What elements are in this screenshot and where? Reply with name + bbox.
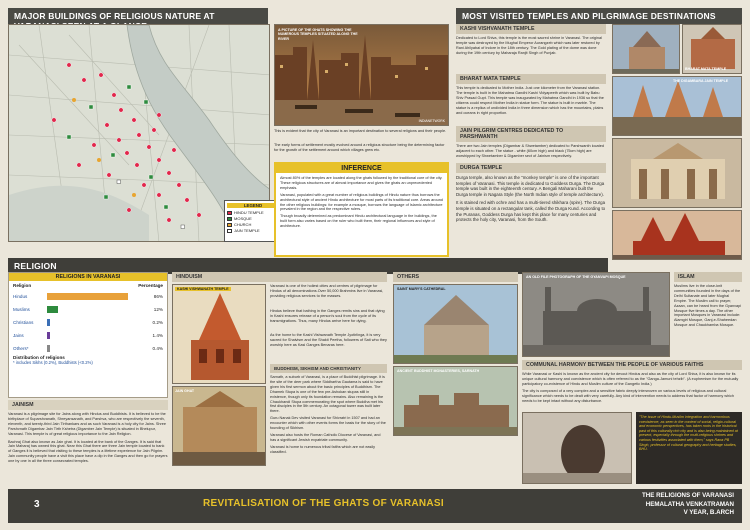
prayer-photo (522, 412, 632, 484)
kashi-vishwanath-label: KASHI VISHWANATH TEMPLE (177, 287, 229, 291)
durga-temple-section (456, 163, 606, 223)
communal-title: COMMUNAL HARMONY BETWEEN THE PEOPLE OF VARIOUS FAITHS (522, 360, 742, 370)
temple-photo-svg (173, 387, 266, 466)
digambara-jain-photo (612, 76, 742, 136)
buddhism-paragraph-4: Varanasi is home to numerous tribal faiths which are not easily classified. (270, 444, 376, 454)
religion-bar-track (47, 319, 141, 326)
jain-pilgrim-title: JAIN PILGRIM CENTRES DEDICATED TO PARSHWANTH (456, 126, 606, 142)
temple-photo-svg (173, 285, 266, 384)
religions-table-title: RELIGIONS IN VARANASI (9, 273, 167, 281)
religion-name: Jains (13, 333, 24, 338)
legend-label: MOSQUE (234, 216, 252, 221)
jain-temple-photo (612, 138, 742, 208)
legend-item (227, 228, 279, 234)
bharat-mata-photo-a (612, 24, 680, 74)
religion-rows (9, 290, 167, 355)
legend-title: LEGEND (227, 203, 279, 208)
religion-header: RELIGION (8, 258, 608, 274)
gyanvapi-old-photo (522, 272, 670, 357)
religion-name: Others* (13, 346, 29, 351)
religion-bar-track (47, 306, 141, 313)
jainism-paragraph-2: Bachraj Ghat also known as Jain ghat. It is located at the bank of the Ganges. It is said that Jain Maharaj has owned this ghat. Near this Ghat there are three Jain temple located to bank of Ganges it is believed that visiting to these temples is a lifetime experience for Jain Pilgrim. Jain community people have a visit this place have a dip in the Ganges and then go for prayers one by one in all the three consecrated temples. (8, 439, 168, 464)
most-visited-header: MOST VISITED TEMPLES AND PILGRIMAGE DESTINATIONS (456, 8, 742, 24)
hinduism-paragraph-2: Hindus believe that bathing in the Ganges remits sins and that dying in Kashi ensures release of a person's soul from the cycle of its transmigrations. Thus, many Hindus arrive here for dying. (270, 309, 385, 323)
kashi-vishwanath-photo (172, 284, 266, 384)
mosque-photo-svg (523, 273, 670, 357)
communal-section (522, 360, 742, 403)
communal-paragraph-2: The city is composed of a very complex and a sensitive fabric deeply interwoven on various levels of religious and cultural significance which needs to be dealt with very carefully. Any kind of intervention needs to address that factor of harmony which needs to be kept intact without any disturbance. (522, 388, 735, 403)
others-section (393, 272, 518, 282)
map-paragraph-1: This is evident that the city of Varanasi is an important destination to several religions and their people. (274, 129, 447, 133)
buddhism-paragraph-2: Guru Nanak Dev visited Varanasi for Shivratri in 1507 and had an encounter which with other events forms the basis for the story of the founding of Sikhism. (270, 416, 386, 431)
religion-percentage: 0.4% (152, 346, 163, 351)
bharat-mata-photo-b (682, 24, 742, 74)
footer-line-1: THE RELIGIONS OF VARANASI (641, 492, 734, 499)
religion-row (9, 316, 167, 329)
religion-name: Muslims (13, 307, 30, 312)
major-buildings-header: MAJOR BUILDINGS OF RELIGIOUS NATURE AT (8, 8, 268, 34)
religions-table-header (9, 281, 167, 290)
st-mary-photo (393, 284, 518, 364)
religion-row (9, 329, 167, 342)
temple-photo-svg (394, 367, 518, 436)
religion-bar (47, 319, 50, 326)
bharat-mata-title: BHARAT MATA TEMPLE (456, 74, 606, 84)
religion-row (9, 303, 167, 316)
inference-box (274, 162, 449, 257)
footer-title: REVITALISATION OF THE GHATS OF VARANASI (203, 498, 444, 509)
map-paragraph-2: The early forms of settlement mostly evolved around a religious structure being the determining factor for the growth of the settlement around which villages grew etc. (274, 143, 445, 152)
jain-pilgrim-text: There are two Jain temples (Digambar & Shwetamber) dedicated to Parshwanth located adjacent to each other. The statue - white (60cm high) and black (75cm high) are worshipped by Shwetamber & Digamber sect of Jainism respectively. (456, 144, 604, 158)
page-number: 3 (34, 499, 40, 510)
ghats-photo-caption: A PICTURE OF THE GHATS SHOWING THE NUMEROUS TEMPLES SITUATED ALONG THE RIVER (278, 28, 358, 41)
footer-bar (8, 489, 742, 523)
religion-col-header: Religion (13, 283, 32, 288)
religion-bar (47, 332, 50, 339)
hinduism-paragraph-1: Varanasi is one of the holiest cities and centres of pilgrimage for Hindus of all denominations.Over 50,000 Brahmins live in Varanasi, providing religious services to the masses. (270, 284, 384, 298)
religion-percentage: 86% (153, 294, 163, 299)
temple-photo-svg (613, 77, 742, 136)
temple-photo-svg (613, 139, 742, 208)
buddhist-label: ANCIENT BUDDHIST MONASTERIES, SARNATH (397, 369, 480, 373)
legend-label: JAIN TEMPLE (234, 228, 260, 233)
islam-title: ISLAM (674, 272, 742, 282)
jain-ghat-photo (172, 386, 266, 466)
jainism-section (8, 400, 168, 464)
legend-label: CHURCH (234, 222, 252, 227)
quote-text: "The issue of Hindu-Muslim integration and harmonious coexistence, as seen in the context of social, religio-cultural and economic perspectives, has taken roots in the historical past of this culturally rich city and is also being maintained at present, especially through the multi-religious shrines and various festivities associated with them," says Rana PB Singh, professor of cultural geography and heritage studies, BHU. (639, 415, 738, 452)
religion-bar (47, 345, 50, 352)
durga-temple-title: DURGA TEMPLE (456, 163, 606, 173)
kashi-vishvanath-text: Dedicated to Lord Shiva, this temple is the most sacred shrine in Varanasi. The original temple was destroyed by the Mughal Emperor Aurangzeb which was later restored by Rani Ahilyabai of Indore in the 18th century. The Gold plating of the dome was done during the 19th century by Maharaja Ranjit Singh of Punjab. (456, 36, 602, 55)
legend-swatch (227, 217, 232, 221)
inference-paragraph-1: Almost 80% of the temples are located along the ghats followed by the traditional core of the city. These religious structures are of almost importance and gives the ghats an unprecedented emphasis. (280, 176, 443, 190)
temple-photo-svg (613, 211, 742, 260)
religion-bar-track (47, 293, 141, 300)
temple-photo-svg (394, 285, 518, 364)
digambara-label: THE DIGAMBARA JAIN TEMPLE (673, 79, 729, 83)
religions-table (8, 272, 168, 398)
durga-temple-photo (612, 210, 742, 260)
religion-bar-track (47, 332, 141, 339)
religion-row (9, 290, 167, 303)
religion-bar (47, 293, 128, 300)
others-title: OTHERS (393, 272, 518, 282)
hinduism-paragraph-3: As the home to the Kashi Vishwanath Temple Jyotirlinga, it is very sacred for Shaivism and the Shakti Peetha, followers of Sati who they worship here as Kasi Ganges Benaras here. (270, 333, 387, 347)
st-mary-label: SAINT MARY'S CATHEDRAL (397, 287, 446, 291)
religion-bar (47, 306, 58, 313)
footer-line-3: V YEAR, B.ARCH (683, 509, 734, 517)
bharat-mata-section (456, 74, 606, 115)
ghats-photo-credit: INDIANETWORK (418, 119, 445, 123)
buddhism-section (270, 364, 387, 455)
buddhism-paragraph-3: Varanasi also hosts the Roman Catholic Diocese of Varanasi, and has a significant Jewish expatriate community. (270, 432, 381, 442)
jain-ghat-label: JAIN GHAT (175, 389, 195, 393)
islam-text: Muslims live in the close-knit communities founded in the days of the Delhi Sultanate and later Mughal Empire. The Muslim call to prayer, Azaan, can be heard from the Gyanvapi Mosque five times a day. The other important Mosques in Varanasi include: Alamgiri Mosque, Ganj-e-Shaheedan Mosque and Chaukhamba Mosque. (674, 284, 742, 328)
distribution-footnote: * includes Sikhs (0.2%), Buddhists (<0.2%) (13, 360, 93, 365)
religion-bar-track (47, 345, 141, 352)
kashi-vishvanath-section (456, 24, 606, 56)
communal-paragraph-1: While Varanasi or Kashi is known as the ancient city for devout Hindus and also as the city of Lord Shiva, it is also known for its unique cultural harmony and coexistence which is often referred to as the "Ganga-Jamuni tehzib". (A euphemism for the mutually participatory co-existence of Hindu and Muslim culture of the Gangetic India.) (522, 372, 739, 386)
religion-name: Christians (13, 320, 34, 325)
legend-swatch (227, 211, 232, 215)
bharat-mata-label: BHARAT MATA TEMPLE (685, 67, 727, 71)
buddhism-paragraph-1: Sarnath, a suburb of Varanasi, is a place of Buddhist pilgrimage. It is the site of the deer park where Siddhartha Gautama is said to have given his first sermon about the basic principles of Buddhism. The Dhamek Stupa is one of the few pre-Ashokan stupas still in existence, though only its foundation remains. Also remaining is the Chaukhandi Stupa commemorating the spot where Buddha met his first disciples in the 5th century. An octagonal tower was built later there. (270, 375, 385, 414)
religion-name: Hindus (13, 294, 28, 299)
religion-percentage: 0.2% (152, 320, 163, 325)
inference-paragraph-2: Varanasi, populated with a great number of religious buildings of Hindu nature thus borrows the architectural style of ancient Hindu architecture for most parts of its traditional core. Areas around the other religious buildings: for example a mosque, borrows the language of Islamic architecture prevalent in the region and the respective rulers. (280, 192, 443, 212)
temple-photo-svg (613, 25, 680, 74)
hinduism-section (172, 272, 387, 282)
legend-label: HINDU TEMPLE (234, 210, 264, 215)
distribution-title: Distribution of religions (13, 355, 65, 360)
inference-title: INFERENCE (276, 164, 447, 173)
ghats-photo (274, 24, 449, 126)
jainism-title: JAINISM (8, 400, 168, 410)
buddhism-title: BUDDHISM, SIKHISM AND CHRISTIANITY (270, 364, 387, 373)
durga-temple-text-2: It is stained red with ochre and has a multi-tiered shikhara (spire). The Durga temple is situated on a rectangular tank, called the Durga Kund. According to the Puranas, Goddess Durga has kept this place for many centuries and protects the holy city, Varanasi, from the South. (456, 200, 606, 223)
percentage-col-header: Percentage (138, 283, 163, 288)
religion-row (9, 342, 167, 355)
jainism-paragraph-1: Varanasi is a pilgrimage site for Jains along with Hindus and Buddhists. It is believed to be the birthplace of Suparshvanath, Shreyansanath, and Parshva, who are respectively the seventh, eleventh, and twenty-third Jain Tirthankars and as such Varanasi is a holy city for Jains. Shree Parshvnath Digambar Jain Tirth Kshetra (Digamber Jain Temple) is situated in Bhelupur, Varanasi. This temple is of great religious importance to the Jain Religion. (8, 412, 167, 436)
inference-paragraph-3: Though broadly determined as predominant Hindu architectural language in the buildings, the built form also varies based on the ruler who built them, their regional influences and style of architecture. (280, 214, 437, 229)
religion-percentage: 12% (153, 307, 163, 312)
legend-items (227, 210, 279, 234)
durga-temple-text: Durga temple, also known as the "monkey temple" is one of the important temples of Varanasi. This temple is dedicated to Goddess Durga. The Durga temple was built in the eighteenth century. A Bengali Maharani built the Durga temple in Nagara Style (the North Indian style of temple architecture). (456, 175, 605, 197)
prayer-photo-svg (523, 413, 632, 484)
old-photo-label: AN OLD FILE PHOTOGRAPH OF THE GYANVAPI MOSQUE (526, 275, 626, 279)
religion-percentage: 1.4% (152, 333, 163, 338)
legend-swatch (227, 223, 232, 227)
quote-box (636, 412, 742, 484)
bharat-mata-text: This temple is dedicated to Mother India. Just one kilometer from the Varanasi station. The temple is built in the Mahatma Gandhi Kashi Vidyapeeth which was built by Babu Shiv Prasad Gupt. This temple was inaugurated by Mahatma Gandhi in 1936 so that the citizens could respect Mother India in statue form. The statue is built in marble. The statue is a replica of undivided India in three dimension which has the mountains, plains and oceans in right proportion. (456, 86, 604, 115)
islam-section (674, 272, 742, 328)
legend-swatch (227, 229, 232, 233)
footer-credits (642, 492, 734, 518)
kashi-vishvanath-title: KASHI VISHVANATH TEMPLE (456, 24, 606, 34)
jain-pilgrim-section (456, 126, 606, 159)
footer-line-2: HEMALATHA VENKATRAMAN (645, 500, 734, 508)
hinduism-title: HINDUISM (172, 272, 387, 282)
buddhist-monastery-photo (393, 366, 518, 436)
